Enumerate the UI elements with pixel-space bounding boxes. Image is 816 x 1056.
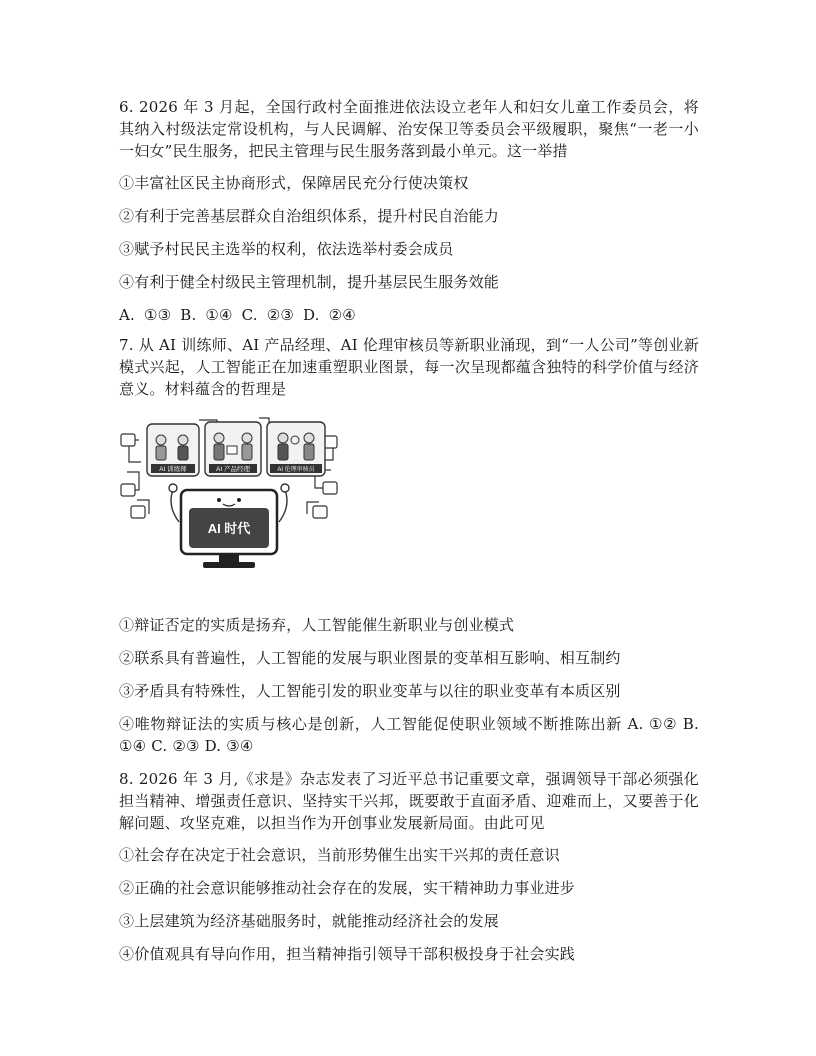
panel-ai-product-manager <box>205 422 261 476</box>
ai-era-illustration <box>119 410 339 572</box>
question-6-answer-choices: A. ①③ B. ①④ C. ②③ D. ②④ <box>119 306 356 324</box>
question-8-option-3: ③上层建筑为经济基础服务时，就能推动经济社会的发展 <box>119 912 500 930</box>
question-6-option-2: ②有利于完善基层群众自治组织体系，提升村民自治能力 <box>119 207 500 225</box>
question-8-option-1: ①社会存在决定于社会意识，当前形势催生出实干兴邦的责任意识 <box>119 846 560 864</box>
question-7-stem: 7. 从 AI 训练师、AI 产品经理、AI 伦理审核员等新职业涌现，到“一人公司”等创业新模式兴起，人工智能正在加速重塑职业图景，每一次呈现都蕴含独特的科学价值与经济意义。材料蕴含的哲理是 <box>119 336 699 398</box>
panel-label-ai-ethics-reviewer: AI 伦理审核员 <box>277 467 315 473</box>
question-8-option-2: ②正确的社会意识能够推动社会存在的发展，实干精神助力事业进步 <box>119 879 576 897</box>
question-6-option-4: ④有利于健全村级民主管理机制，提升基层民生服务效能 <box>119 273 500 291</box>
panel-ai-trainer <box>147 424 199 476</box>
exam-page <box>119 96 699 976</box>
panel-label-ai-product-manager: AI 产品经理 <box>216 466 250 473</box>
question-6-option-1: ①丰富社区民主协商形式，保障居民充分行使决策权 <box>119 174 469 192</box>
panel-ai-ethics-reviewer <box>267 422 325 476</box>
question-8-stem: 8. 2026 年 3 月,《求是》杂志发表了习近平总书记重要文章，强调领导干部必须强化担当精神、增强责任意识、坚持实干兴邦，既要敢于直面矛盾、迎难而上，又要善于化解问题、攻坚克难，以担当作为开创事业发展新局面。由此可见 <box>119 770 699 832</box>
question-7-option-3: ③矛盾具有特殊性，人工智能引发的职业变革与以往的职业变革有本质区别 <box>119 682 621 700</box>
question-8-option-4: ④价值观具有导向作用，担当精神指引领导干部积极投身于社会实践 <box>119 945 576 963</box>
question-7-option-2: ②联系具有普遍性，人工智能的发展与职业图景的变革相互影响、相互制约 <box>119 649 621 667</box>
monitor-character <box>181 490 277 568</box>
question-6-option-3: ③赋予村民民主选举的权利，依法选举村委会成员 <box>119 240 454 258</box>
panel-label-ai-trainer: AI 训练师 <box>159 466 187 473</box>
question-7-option-1: ①辩证否定的实质是扬弃，人工智能催生新职业与创业模式 <box>119 616 515 634</box>
question-7-option-4-and-answers: ④唯物辩证法的实质与核心是创新，人工智能促使职业领域不断推陈出新 A. ①② B. ①④ C. ②③ D. ③④ <box>119 715 699 755</box>
question-6-stem: 6. 2026 年 3 月起，全国行政村全面推进依法设立老年人和妇女儿童工作委员会，将其纳入村级法定常设机构，与人民调解、治安保卫等委员会平级履职，聚焦“一老一小一妇女”民生服务，把民主管理与民生服务落到最小单元。这一举措 <box>119 98 699 160</box>
monitor-screen-label: AI 时代 <box>207 521 251 536</box>
